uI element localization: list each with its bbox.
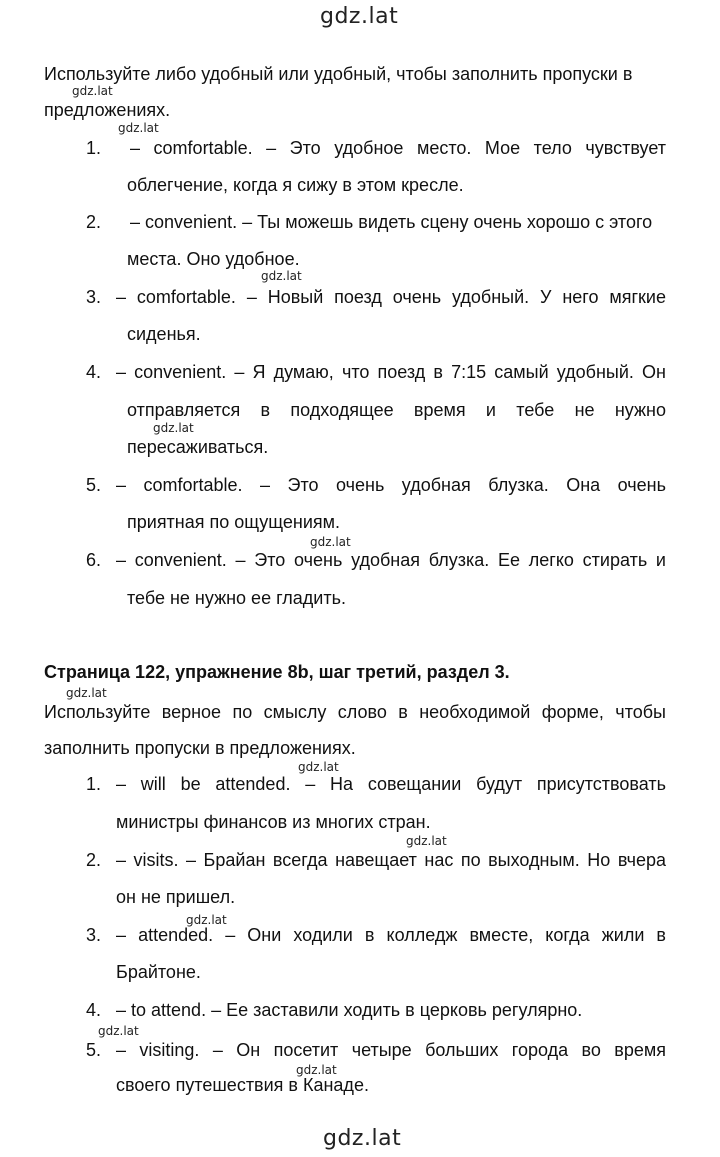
list-item-text: – comfortable. – Это очень удобная блузка. Она очень: [116, 475, 666, 495]
list-item-number: 6.: [86, 550, 102, 570]
list-item-text: – convenient. – Это очень удобная блузка. Ее легко стирать и: [116, 550, 666, 570]
instruction-2-line-1: Используйте верное по смыслу слово в необходимой форме, чтобы: [44, 702, 666, 722]
watermark-small: gdz.lat: [406, 834, 447, 848]
watermark-small: gdz.lat: [296, 1063, 337, 1077]
watermark-small: gdz.lat: [72, 84, 113, 98]
instruction-1-line-1: Используйте либо удобный или удобный, чтобы заполнить пропуски в: [44, 64, 633, 84]
watermark-small: gdz.lat: [186, 913, 227, 927]
watermark-small: gdz.lat: [310, 535, 351, 549]
watermark-bottom: gdz.lat: [323, 1126, 402, 1151]
watermark-small: gdz.lat: [298, 760, 339, 774]
list-item-number: 5.: [86, 475, 102, 495]
list-item-text: – comfortable. – Новый поезд очень удобный. У него мягкие: [116, 287, 666, 307]
list-item-text: – to attend. – Ее заставили ходить в церковь регулярно.: [116, 1000, 583, 1020]
list-item-number: 1.: [86, 138, 102, 158]
list-item-text: – visits. – Брайан всегда навещает нас по выходным. Но вчера: [116, 850, 666, 870]
list-item-number: 4.: [86, 362, 102, 382]
section-heading: Страница 122, упражнение 8b, шаг третий, раздел 3.: [44, 662, 510, 682]
list-item-text: тебе не нужно ее гладить.: [127, 588, 346, 608]
list-item-text: облегчение, когда я сижу в этом кресле.: [127, 175, 464, 195]
list-item-text: министры финансов из многих стран.: [116, 812, 431, 832]
list-item-text: – comfortable. – Это удобное место. Мое тело чувствует: [130, 138, 666, 158]
instruction-2-line-2: заполнить пропуски в предложениях.: [44, 738, 356, 758]
watermark-top: gdz.lat: [320, 4, 399, 29]
list-item-number: 3.: [86, 925, 102, 945]
list-item-text: – convenient. – Я думаю, что поезд в 7:15 самый удобный. Он: [116, 362, 666, 382]
list-item-text: – will be attended. – На совещании будут присутствовать: [116, 774, 666, 794]
watermark-small: gdz.lat: [66, 686, 107, 700]
list-item-number: 3.: [86, 287, 102, 307]
list-item-text: сиденья.: [127, 324, 201, 344]
list-item-number: 2.: [86, 850, 102, 870]
list-item-number: 2.: [86, 212, 102, 232]
list-item-text: места. Оно удобное.: [127, 249, 300, 269]
list-item-text: – convenient. – Ты можешь видеть сцену очень хорошо с этого: [130, 212, 653, 232]
list-item-text: пересаживаться.: [127, 437, 269, 457]
list-item-text: – visiting. – Он посетит четыре больших города во время: [116, 1040, 666, 1060]
watermark-small: gdz.lat: [153, 421, 194, 435]
list-item-number: 1.: [86, 774, 102, 794]
watermark-small: gdz.lat: [98, 1024, 139, 1038]
list-item-text: он не пришел.: [116, 887, 236, 907]
list-item-number: 5.: [86, 1040, 102, 1060]
list-item-text: – attended. – Они ходили в колледж вместе, когда жили в: [116, 925, 666, 945]
list-item-number: 4.: [86, 1000, 102, 1020]
list-item-text: своего путешествия в Канаде.: [116, 1075, 369, 1095]
list-item-text: приятная по ощущениям.: [127, 512, 341, 532]
list-item-text: Брайтоне.: [116, 962, 201, 982]
list-item-text: отправляется в подходящее время и тебе не нужно: [127, 400, 666, 420]
watermark-small: gdz.lat: [118, 121, 159, 135]
watermark-small: gdz.lat: [261, 269, 302, 283]
instruction-1-line-2: предложениях.: [44, 100, 171, 120]
